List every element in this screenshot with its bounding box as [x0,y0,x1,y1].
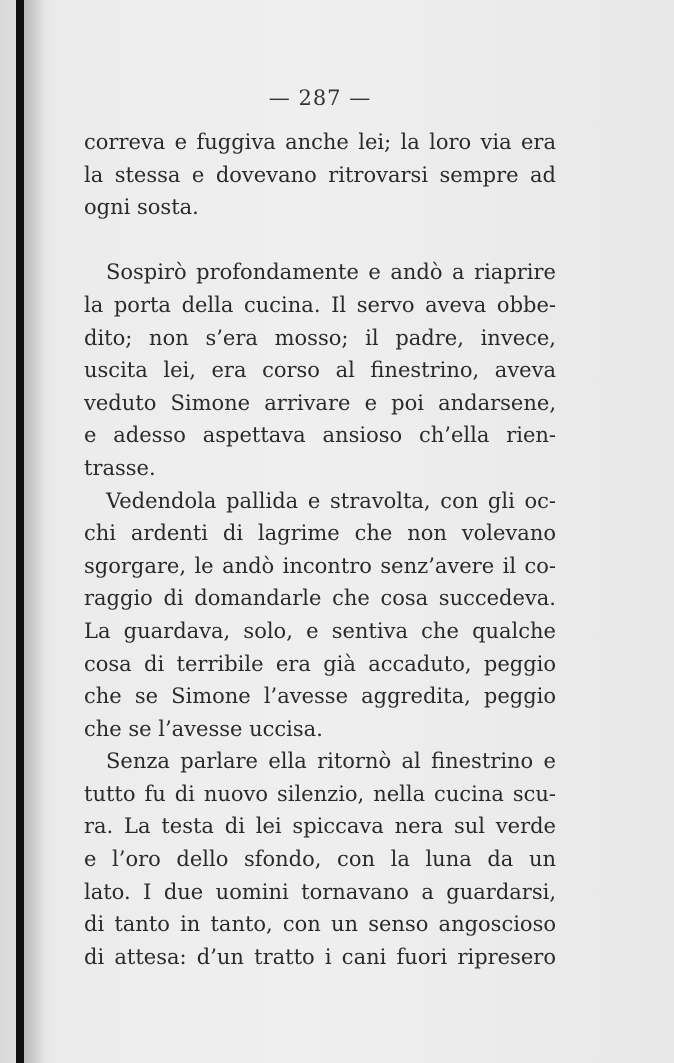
text-line: tutto fu di nuovo silenzio, nella cucina scu- [84,781,556,806]
text-line: Senza parlare ella ritornò al finestrino e [106,749,556,774]
body-text [84,126,556,973]
paragraph [84,745,556,973]
page-number: — 287 — [268,86,372,110]
text-line: Vedendola pallida e stravolta, con gli oc- [106,488,556,513]
text-line: di tanto in tanto, con un senso angoscioso [84,912,556,937]
text-line: cosa di terribile era già accaduto, peggio [84,651,556,676]
text-line: raggio di domandarle che cosa succedeva. [84,586,556,611]
text-line: lato. I due uomini tornavano a guardarsi, [84,879,556,904]
text-line: e adesso aspettava ansioso ch’ella rien- [84,423,556,448]
book-spine-edge [16,0,24,1063]
paragraph-spacer [84,224,556,257]
text-line: correva e fuggiva anche lei; la loro via era [84,130,556,154]
text-line: Sospirò profondamente e andò a riaprire [106,260,556,285]
text-line: di attesa: d’un tratto i cani fuori ripresero [84,944,556,969]
text-line: la porta della cucina. Il servo aveva obbe- [84,292,556,317]
text-line: veduto Simone arrivare e poi andarsene, [84,390,556,415]
text-line: sgorgare, le andò incontro senz’avere il co- [84,553,556,578]
text-line: ra. La testa di lei spiccava nera sul verde [84,814,556,839]
paragraph [84,256,556,484]
text-line: dito; non s’era mosso; il padre, invece, [84,325,556,350]
paragraph [84,485,556,746]
text-line: e l’oro dello sfondo, con la luna da un [84,847,556,872]
paragraph [84,126,556,224]
text-line: trasse. [84,455,156,480]
text-line: uscita lei, era corso al finestrino, aveva [84,358,556,383]
text-line: ogni sosta. [84,195,199,220]
text-line: che se l’avesse uccisa. [84,716,323,741]
text-line: chi ardenti di lagrime che non volevano [84,521,556,546]
text-line: La guardava, solo, e sentiva che qualche [84,618,556,643]
text-line: che se Simone l’avesse aggredita, peggio [84,684,556,709]
spine-shadow [24,0,46,1063]
text-line: la stessa e dovevano ritrovarsi sempre ad [84,162,556,187]
